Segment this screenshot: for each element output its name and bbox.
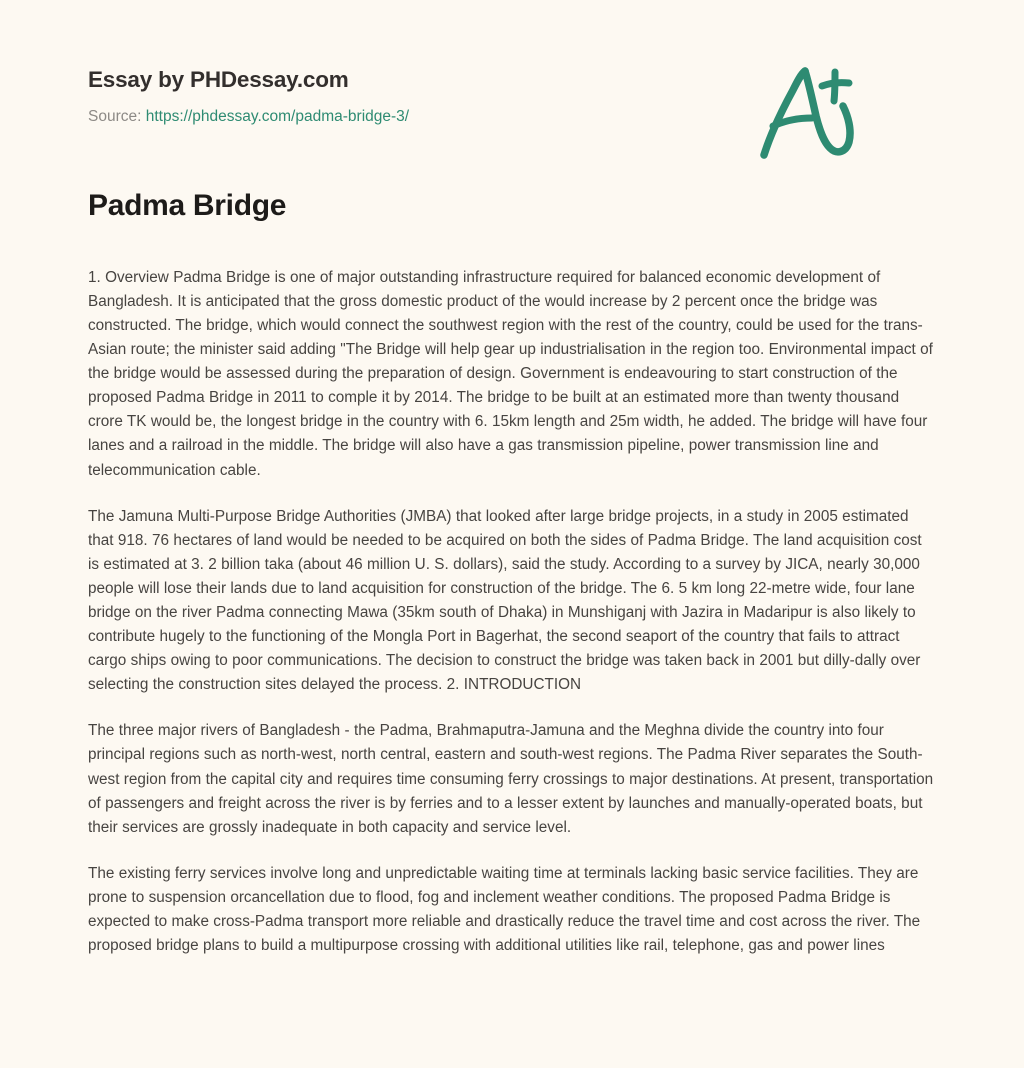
source-label: Source: (88, 108, 146, 126)
article-body (88, 266, 936, 958)
page-header (88, 0, 936, 127)
brand-title: Essay by PHDessay.com (88, 67, 349, 92)
article (88, 189, 936, 958)
page-title: Padma Bridge (88, 189, 287, 223)
source-url-link[interactable]: https://phdessay.com/padma-bridge-3/ (145, 108, 410, 126)
article-paragraph: The existing ferry services involve long and unpredictable waiting time at terminals lacking basic service facilities. They are prone to suspension orcancellation due to flood, fog and inclement weather conditions. The proposed Padma Bridge is expected to make cross-Padma transport more reliable and drastically reduce the travel time and cost across the river. The proposed bridge plans to build a multipurpose crossing with additional utilities like rail, telephone, gas and power lines (88, 864, 921, 955)
article-paragraph: The Jamuna Multi-Purpose Bridge Authorities (JMBA) that looked after large bridge projects, in a study in 2005 estimated that 918. 76 hectares of land would be needed to be acquired on both the sides of Padma Bridge. The land acquisition cost is estimated at 3. 2 billion taka (about 46 million U. S. dollars), said the study. According to a survey by JICA, nearly 30,000 people will lose their lands due to land acquisition for construction of the bridge. The 6. 5 km long 22-metre wide, four lane bridge on the river Padma connecting Mawa (35km south of Dhaka) in Munshiganj with Jazira in Madaripur is also likely to contribute hugely to the functioning of the Mongla Port in Bagerhat, the second seaport of the country that fails to attract cargo ships owing to poor communications. The decision to construct the bridge was taken back in 2001 but dilly-dally over selecting the construction sites delayed the process. 2. INTRODUCTION (88, 507, 922, 694)
article-paragraph: 1. Overview Padma Bridge is one of major outstanding infrastructure required for balanced economic development of Bangladesh. It is anticipated that the gross domestic product of the would increase by 2 percent once the bridge was constructed. The bridge, which would connect the southwest region with the rest of the country, could be used for the trans-Asian route; the minister said adding "The Bridge will help gear up industrialisation in the region too. Environmental impact of the bridge would be assessed during the preparation of design. Government is endeavouring to start construction of the proposed Padma Bridge in 2011 to comple it by 2014. The bridge to be built at an estimated more than twenty thousand crore TK would be, the longest bridge in the country with 6. 15km length and 25m width, he added. The bridge will have four lanes and a railroad in the middle. The bridge will also have a gas transmission pipeline, power transmission line and telecommunication cable. (88, 268, 933, 479)
article-paragraph: The three major rivers of Bangladesh - the Padma, Brahmaputra-Jamuna and the Meghna divide the country into four principal regions such as north-west, north central, eastern and south-west regions. The Padma River separates the South-west region from the capital city and requires time consuming ferry crossings to major destinations. At present, transportation of passengers and freight across the river is by ferries and to a lesser extent by launches and manually-operated boats, but their services are grossly inadequate in both capacity and service level. (88, 722, 934, 836)
a-plus-logo-icon (748, 56, 868, 166)
